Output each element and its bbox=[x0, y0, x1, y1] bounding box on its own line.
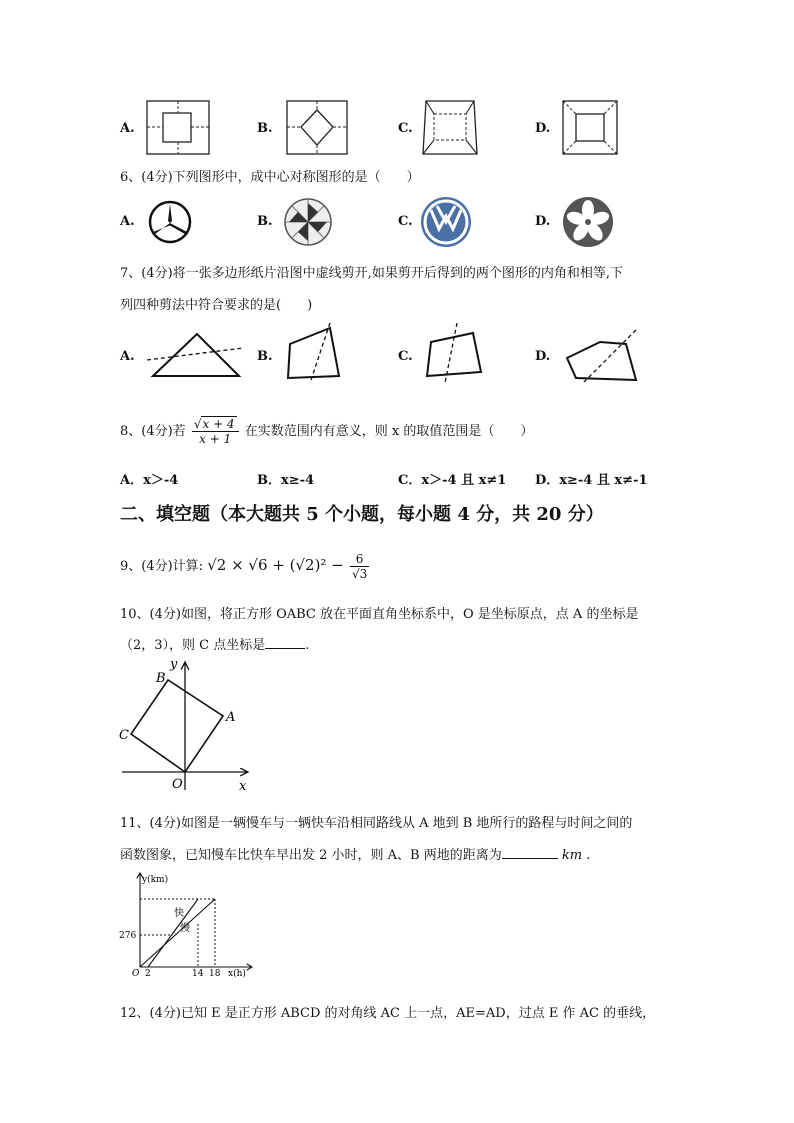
q6-option-b-label: B. bbox=[257, 214, 273, 229]
q11-origin-label: O bbox=[132, 969, 140, 979]
q11-x-tick-2: 2 bbox=[145, 969, 151, 979]
q7-figure-a bbox=[145, 328, 245, 380]
q9-fraction-numerator: 6 bbox=[350, 552, 369, 567]
q9-fraction bbox=[350, 552, 369, 581]
q9-expression: √2 × √6 + (√2)² − bbox=[207, 556, 344, 574]
q8-denominator: x + 1 bbox=[199, 432, 232, 446]
q5-option-a-label: A. bbox=[120, 121, 135, 136]
q10-answer-blank bbox=[265, 648, 305, 649]
mercedes-logo-icon bbox=[147, 199, 193, 245]
q11-y-tick-276: 276 bbox=[119, 931, 137, 941]
q11-fast-line bbox=[148, 899, 198, 967]
q8-stem bbox=[120, 412, 533, 452]
q11-fast-label: 快 bbox=[174, 908, 184, 919]
q8-option-a: A．x＞-4 bbox=[120, 473, 179, 488]
q9-prefix: 9、(4分)计算: bbox=[120, 559, 204, 574]
q10-label-a: A bbox=[226, 710, 236, 725]
q7-figure-c bbox=[423, 322, 485, 384]
q7-option-c-label: C. bbox=[398, 349, 413, 364]
q11-stem-line2: 函数图象，已知慢车比快车早出发 2 小时，则 A、B 两地的距离为 km . bbox=[120, 848, 591, 863]
q10-stem-line2: （2，3），则 C 点坐标是 . bbox=[120, 638, 310, 653]
q12-stem-line1: 12、(4分)已知 E 是正方形 ABCD 的对角线 AC 上一点，AE=AD，过点 E 作 AC 的垂线， bbox=[120, 1006, 656, 1021]
q7-option-d-label: D. bbox=[535, 349, 551, 364]
q7-option-a-label: A. bbox=[120, 349, 135, 364]
q6-option-d-label: D. bbox=[535, 214, 551, 229]
q10-label-y: y bbox=[170, 657, 178, 672]
q10-coordinate-figure bbox=[118, 656, 258, 796]
q5-option-c-label: C. bbox=[398, 121, 413, 136]
q6-option-a-label: A. bbox=[120, 214, 135, 229]
q7-figure-b bbox=[284, 322, 346, 384]
section-heading-fill-in: 二、填空题（本大题共 5 个小题，每小题 4 分，共 20 分） bbox=[120, 504, 604, 525]
q6-option-c-label: C. bbox=[398, 214, 413, 229]
q5-figure-d bbox=[562, 100, 618, 155]
q9-fraction-denominator: √3 bbox=[351, 567, 368, 581]
q11-slow-label: 慢 bbox=[180, 923, 190, 934]
q11-x-axis-label: x(h) bbox=[228, 969, 246, 979]
pinwheel-icon bbox=[283, 197, 333, 247]
q7-stem-line2: 列四种剪法中符合要求的是( ) bbox=[120, 298, 313, 313]
q7-figure-d bbox=[562, 322, 642, 384]
q11-answer-blank bbox=[502, 858, 558, 859]
q11-stem-line1: 11、(4分)如图是一辆慢车与一辆快车沿相同路线从 A 地到 B 地所行的路程与时间之间的 bbox=[120, 816, 633, 831]
q9-stem bbox=[120, 545, 371, 585]
q8-option-c: C．x＞-4 且 x≠1 bbox=[398, 473, 507, 488]
q11-x-tick-14: 14 bbox=[192, 969, 204, 979]
q10-stem-line1: 10、(4分)如图，将正方形 OABC 放在平面直角坐标系中，O 是坐标原点，点 A 的坐标是 bbox=[120, 607, 639, 622]
q11-distance-time-graph bbox=[118, 868, 258, 978]
q6-stem: 6、(4分)下列图形中，成中心对称图形的是（ ） bbox=[120, 170, 420, 185]
q11-x-tick-18: 18 bbox=[209, 969, 221, 979]
q5-option-b-label: B. bbox=[257, 121, 273, 136]
q8-option-d: D．x≥-4 且 x≠-1 bbox=[535, 473, 648, 488]
q8-suffix: 在实数范围内有意义，则 x 的取值范围是（ ） bbox=[244, 424, 534, 439]
bauhinia-emblem-icon bbox=[562, 196, 614, 248]
q8-prefix: 8、(4分)若 bbox=[120, 424, 186, 439]
q10-label-o: O bbox=[172, 777, 183, 792]
q7-option-b-label: B. bbox=[257, 349, 273, 364]
q5-figure-c bbox=[422, 100, 478, 155]
q10-label-b: B bbox=[156, 671, 166, 686]
q5-option-d-label: D. bbox=[535, 121, 551, 136]
q5-figure-a bbox=[146, 100, 210, 155]
volkswagen-logo-icon bbox=[420, 196, 472, 248]
q8-fraction: $\frac{√x + 4}{x + 1}$ bbox=[192, 417, 239, 446]
q8-numerator: x + 4 bbox=[202, 417, 235, 431]
q7-stem-line1: 7、(4分)将一张多边形纸片沿图中虚线剪开,如果剪开后得到的两个图形的内角和相等,下 bbox=[120, 266, 623, 281]
q10-label-c: C bbox=[119, 728, 129, 743]
q10-label-x: x bbox=[239, 779, 247, 794]
q11-y-axis-label: y(km) bbox=[142, 875, 169, 885]
q8-option-b: B．x≥-4 bbox=[257, 473, 315, 488]
q5-figure-b bbox=[286, 100, 348, 155]
